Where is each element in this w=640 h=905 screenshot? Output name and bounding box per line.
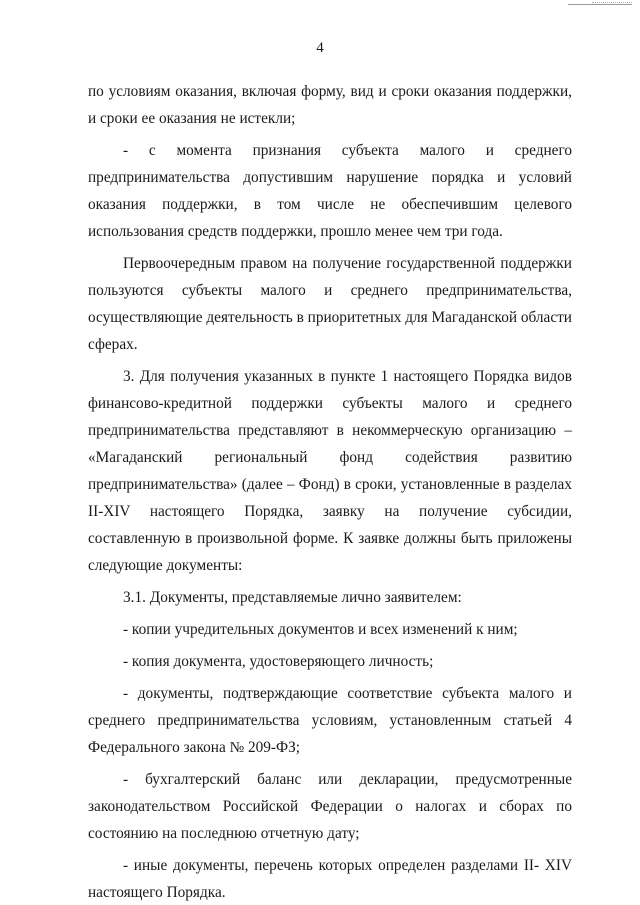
list-item-founding-documents: - копии учредительных документов и всех изменений к ним; (123, 621, 518, 638)
paragraph-condition-three-years: - с момента признания субъекта малого и среднего предпринимательства допустившим нарушение порядка и условий оказания поддержки, в том числе не обеспечившим целевого использования средств поддержки, прошло менее чем три года. (88, 142, 572, 240)
list-item-compliance-documents: - документы, подтверждающие соответствие субъекта малого и среднего предпринимательства условиям, установленным статьей 4 Федерального закона № 209-ФЗ; (88, 685, 572, 756)
list-item-other-documents: - иные документы, перечень которых определен разделами II- XIV настоящего Порядка. (88, 857, 572, 901)
list-item-balance-sheet: - бухгалтерский баланс или декларации, предусмотренные законодательством Российской Федерации о налогах и сборах по состоянию на последнюю отчетную дату; (88, 771, 572, 842)
list-item-identity-document: - копия документа, удостоверяющего личность; (123, 653, 434, 670)
page-number: 4 (316, 40, 324, 56)
paragraph-item-3: 3. Для получения указанных в пункте 1 настоящего Порядка видов финансово-кредитной поддержки субъекты малого и среднего предпринимательства представляют в некоммерческую организацию – «Магаданский региональный фонд содействия развитию предпринимательства» (далее – Фонд) в сроки, установленные в разделах II-XIV настоящего Порядка, заявку на получение субсидии, составленную в произвольной форме. К заявке должны быть приложены следующие документы: (88, 368, 572, 574)
paragraph-item-3-1: 3.1. Документы, представляемые лично заявителем: (123, 589, 462, 606)
document-body (88, 78, 572, 905)
paragraph-priority-right: Первоочередным правом на получение государственной поддержки пользуются субъекты малого и среднего предпринимательства, осуществляющие деятельность в приоритетных для Магаданской области сферах. (88, 255, 572, 353)
paragraph-continuation: по условиям оказания, включая форму, вид и сроки оказания поддержки, и сроки ее оказания не истекли; (88, 83, 572, 127)
scan-corner-mark (568, 0, 632, 5)
